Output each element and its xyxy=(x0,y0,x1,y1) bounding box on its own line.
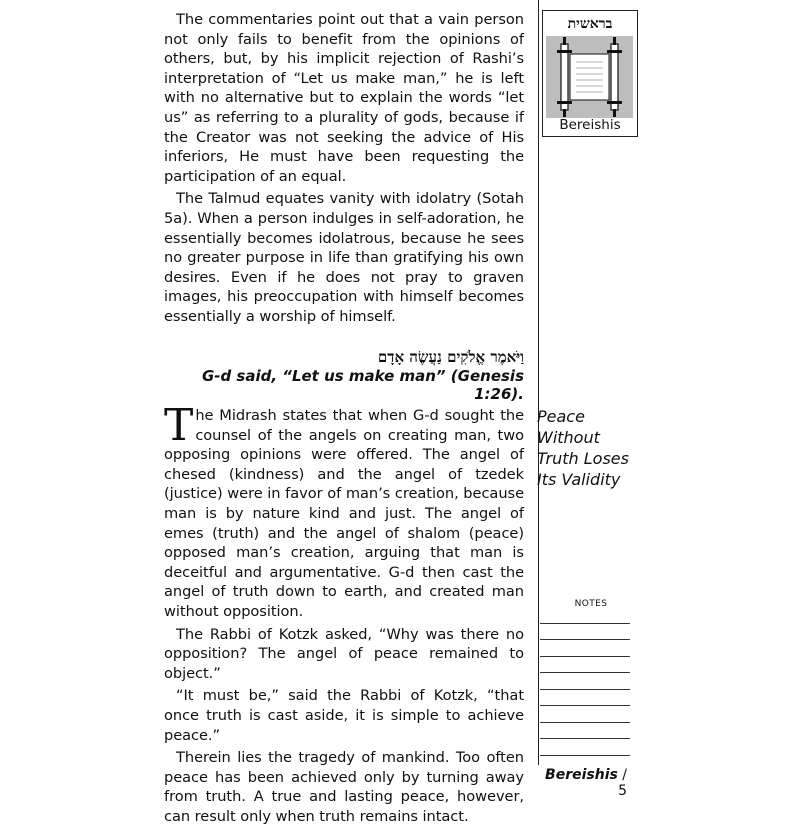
section-label-english: Bereishis xyxy=(559,117,621,133)
notes-line[interactable] xyxy=(540,672,630,673)
sidebar-heading-line: Its Validity xyxy=(537,470,621,489)
notes-line[interactable] xyxy=(540,623,630,624)
sidebar-heading-line: Peace xyxy=(537,407,585,426)
column-divider xyxy=(538,0,539,765)
sidebar-heading-line: Truth Loses xyxy=(537,449,629,468)
torah-scroll-icon xyxy=(546,36,633,118)
notes-line[interactable] xyxy=(540,722,630,723)
notes-line[interactable] xyxy=(540,738,630,739)
drop-cap: T xyxy=(164,400,194,451)
notes-line[interactable] xyxy=(540,639,630,640)
footer-book-title: Bereishis xyxy=(545,767,618,783)
sidebar-heading xyxy=(537,406,647,490)
paragraph-kotzk-question: The Rabbi of Kotzk asked, “Why was there no opposition? The angel of peace remained to object.” xyxy=(164,625,524,682)
notes-line[interactable] xyxy=(540,689,630,690)
main-text-top xyxy=(164,10,524,327)
section-label-hebrew: בראשית xyxy=(567,16,613,32)
paragraph-commentaries: The commentaries point out that a vain person not only fails to benefit from the opinions of others, but, by his implicit rejection of Rashi’s interpretation of “Let us make man,” he is left with no alternative but to explain the words “let us” as referring to a plurality of gods, because if the Creator was not seeking the advice of His inferiors, He must have been requesting the participation of an equal. xyxy=(164,11,524,185)
page-number: 5 xyxy=(618,783,627,799)
paragraph-tragedy: Therein lies the tragedy of mankind. Too often peace has been achieved only by turning away from truth. A true and lasting peace, however, can result only when truth remains intact. xyxy=(164,749,524,825)
page-footer xyxy=(537,767,627,799)
notes-line[interactable] xyxy=(540,755,630,756)
notes-line[interactable] xyxy=(540,656,630,657)
verse-hebrew: וַיֹּאמֶר אֱלֹקִים נַעֲשֶׂה אָדָם xyxy=(377,348,524,366)
paragraph-midrash-text: he Midrash states that when G-d sought the counsel of the angels on creating man, two opposing opinions were offered. The angel of chesed (kindness) and the angel of tzedek (justice) were in favor of man’s creation, because man is by nature kind and just. The angel of emes (truth) and the angel of shalom (peace) opposed man’s creation, arguing that man is deceitful and argumentative. G-d then cast the angel of truth down to earth, and created man without opposition. xyxy=(164,407,524,620)
notes-line[interactable] xyxy=(540,705,630,706)
section-label xyxy=(542,10,638,137)
main-text-bottom xyxy=(164,400,524,826)
paragraph-midrash xyxy=(164,400,524,622)
paragraph-kotzk-answer: “It must be,” said the Rabbi of Kotzk, “that once truth is cast aside, it is simple to achieve peace.” xyxy=(164,687,524,744)
sidebar-heading-line: Without xyxy=(537,428,600,447)
verse-english: G-d said, “Let us make man” (Genesis 1:26). xyxy=(201,367,524,403)
torah-scroll-graphic xyxy=(546,36,633,118)
footer-separator: / xyxy=(617,767,627,783)
notes-label: NOTES xyxy=(574,599,608,609)
paragraph-talmud: The Talmud equates vanity with idolatry (Sotah 5a). When a person indulges in self-adoration, he essentially becomes idolatrous, because he sees no greater purpose in life than gratifying his own desires. Even if he does not pray to graven images, his preoccupation with himself becomes essentially a worship of himself. xyxy=(164,190,524,325)
